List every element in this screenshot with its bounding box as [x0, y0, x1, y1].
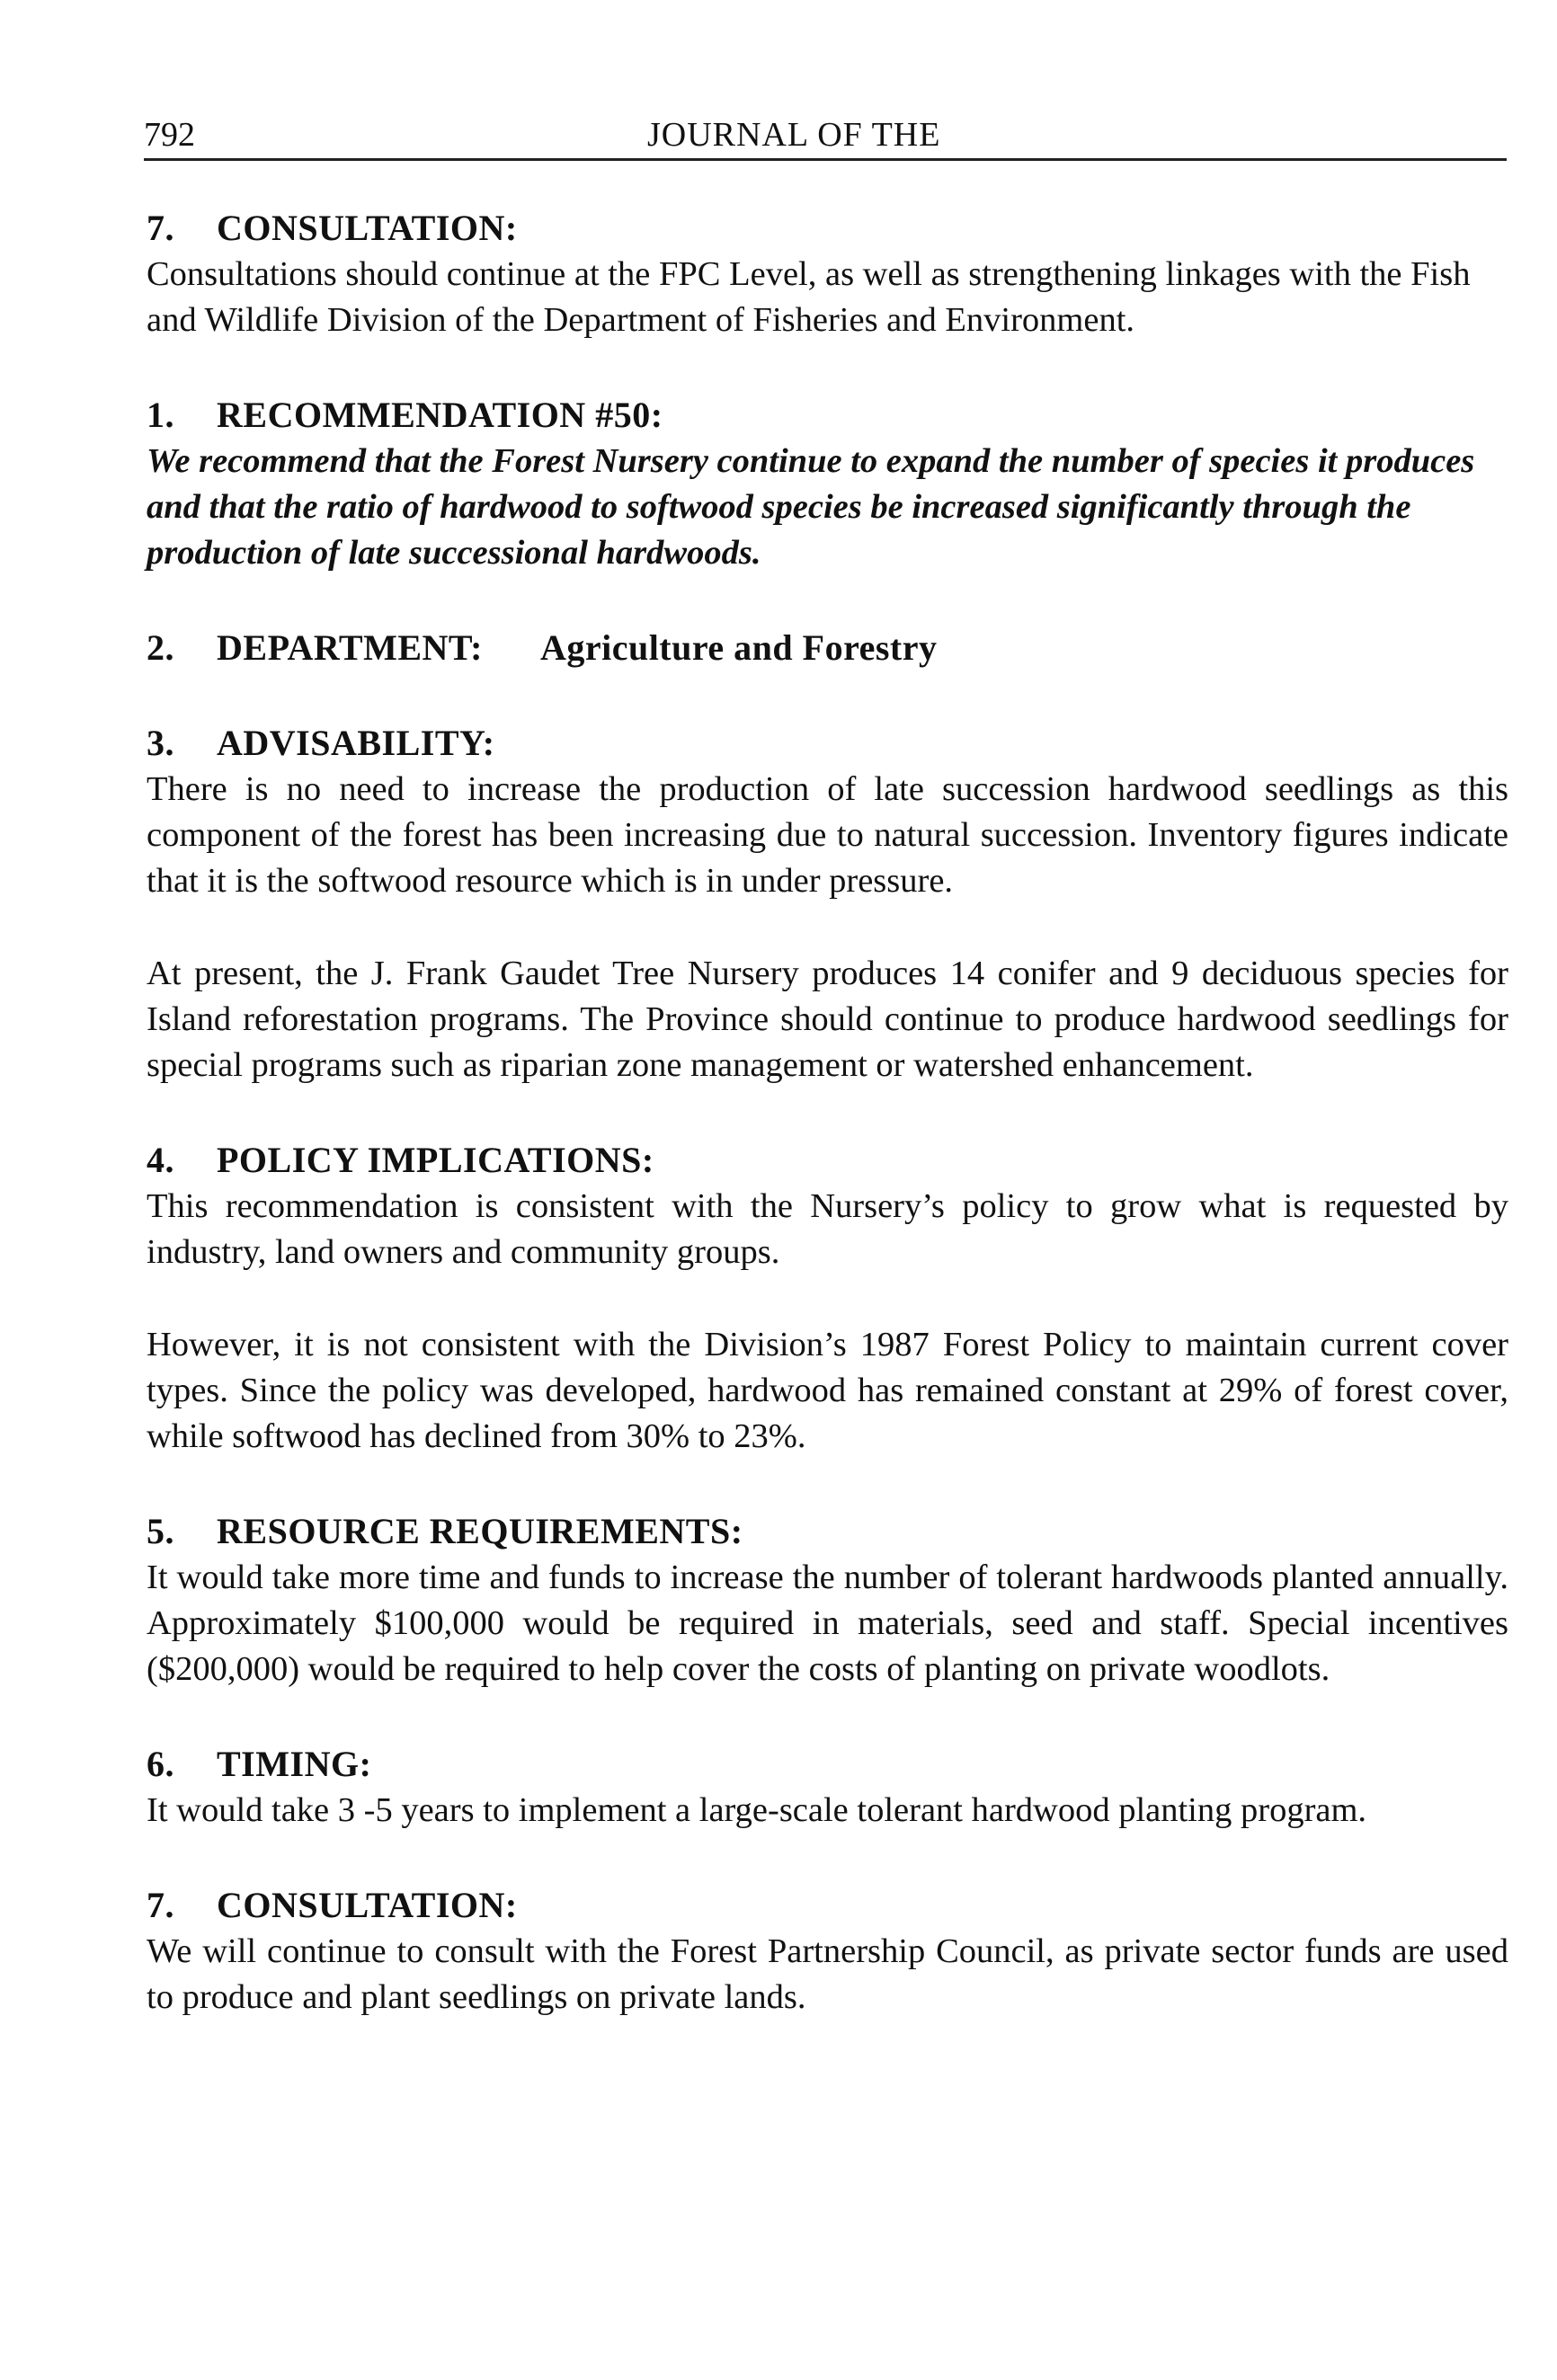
section-heading: [147, 1741, 1508, 1788]
section-number: 2.: [147, 627, 174, 668]
page-number: 792: [144, 116, 195, 154]
section-heading: [147, 205, 1508, 252]
section-number: 3.: [147, 723, 174, 763]
section-title: RECOMMENDATION #50:: [217, 395, 663, 435]
section-heading: [147, 625, 1508, 671]
section-timing: [147, 1741, 1508, 1834]
section-heading: [147, 1137, 1508, 1184]
section-body: It would take more time and funds to increase the number of tolerant hardwoods planted annually. Approximately $100,000 would be required in materials, seed and staff. Special incentives ($200,000) would be required to help cover the costs of planting on private woodlots.: [147, 1559, 1508, 1688]
section-paragraph: At present, the J. Frank Gaudet Tree Nursery produces 14 conifer and 9 deciduous species for Island reforestation programs. The Province should continue to produce hardwood seedlings for special programs such as riparian zone management or watershed enhancement.: [147, 955, 1508, 1084]
department-name: Agriculture and Forestry: [539, 627, 938, 668]
section-number: 6.: [147, 1744, 174, 1784]
section-body: We will continue to consult with the Forest Partnership Council, as private sector funds are used to produce and plant seedlings on private lands.: [147, 1932, 1508, 2016]
section-number: 1.: [147, 395, 174, 435]
section-title: RESOURCE REQUIREMENTS:: [217, 1511, 743, 1551]
section-advisability: [147, 720, 1508, 1088]
section-heading: [147, 392, 1508, 439]
recommendation-text: We recommend that the Forest Nursery continue to expand the number of species it produces and that the ratio of hardwood to softwood species be increased significantly through the production of late successional hardwoods.: [147, 442, 1475, 572]
section-paragraph: This recommendation is consistent with the Nursery’s policy to grow what is requested by industry, land owners and community groups.: [147, 1187, 1508, 1271]
section-heading: [147, 1508, 1508, 1555]
section-consultation-previous: [147, 205, 1508, 343]
section-body: It would take 3 -5 years to implement a large-scale tolerant hardwood planting program.: [147, 1791, 1367, 1829]
running-head: JOURNAL OF THE: [647, 116, 941, 154]
section-paragraph: There is no need to increase the production of late succession hardwood seedlings as this component of the forest has been increasing due to natural succession. Inventory figures indicate that it is the softwood resource which is in under pressure.: [147, 770, 1508, 900]
section-number: 5.: [147, 1511, 174, 1551]
section-consultation: [147, 1882, 1508, 2020]
section-title: DEPARTMENT:: [217, 627, 483, 668]
section-title: TIMING:: [217, 1744, 372, 1784]
page-header: [144, 110, 1507, 161]
page-content: [147, 205, 1508, 2069]
section-policy-implications: [147, 1137, 1508, 1460]
section-title: ADVISABILITY:: [217, 723, 495, 763]
section-number: 7.: [147, 208, 174, 248]
section-department: [147, 625, 1508, 671]
section-resource-requirements: [147, 1508, 1508, 1692]
section-number: 7.: [147, 1885, 174, 1925]
section-title: POLICY IMPLICATIONS:: [217, 1140, 654, 1180]
section-recommendation: [147, 392, 1508, 576]
section-number: 4.: [147, 1140, 174, 1180]
section-heading: [147, 720, 1508, 767]
section-paragraph: However, it is not consistent with the Division’s 1987 Forest Policy to maintain current cover types. Since the policy was developed, hardwood has remained constant at 29% of forest cover, while softwood has declined from 30% to 23%.: [147, 1326, 1508, 1455]
section-title: CONSULTATION:: [217, 1885, 518, 1925]
section-title: CONSULTATION:: [217, 208, 518, 248]
section-heading: [147, 1882, 1508, 1929]
section-body: Consultations should continue at the FPC Level, as well as strengthening linkages with the Fish and Wildlife Division of the Department of Fisheries and Environment.: [147, 255, 1471, 339]
